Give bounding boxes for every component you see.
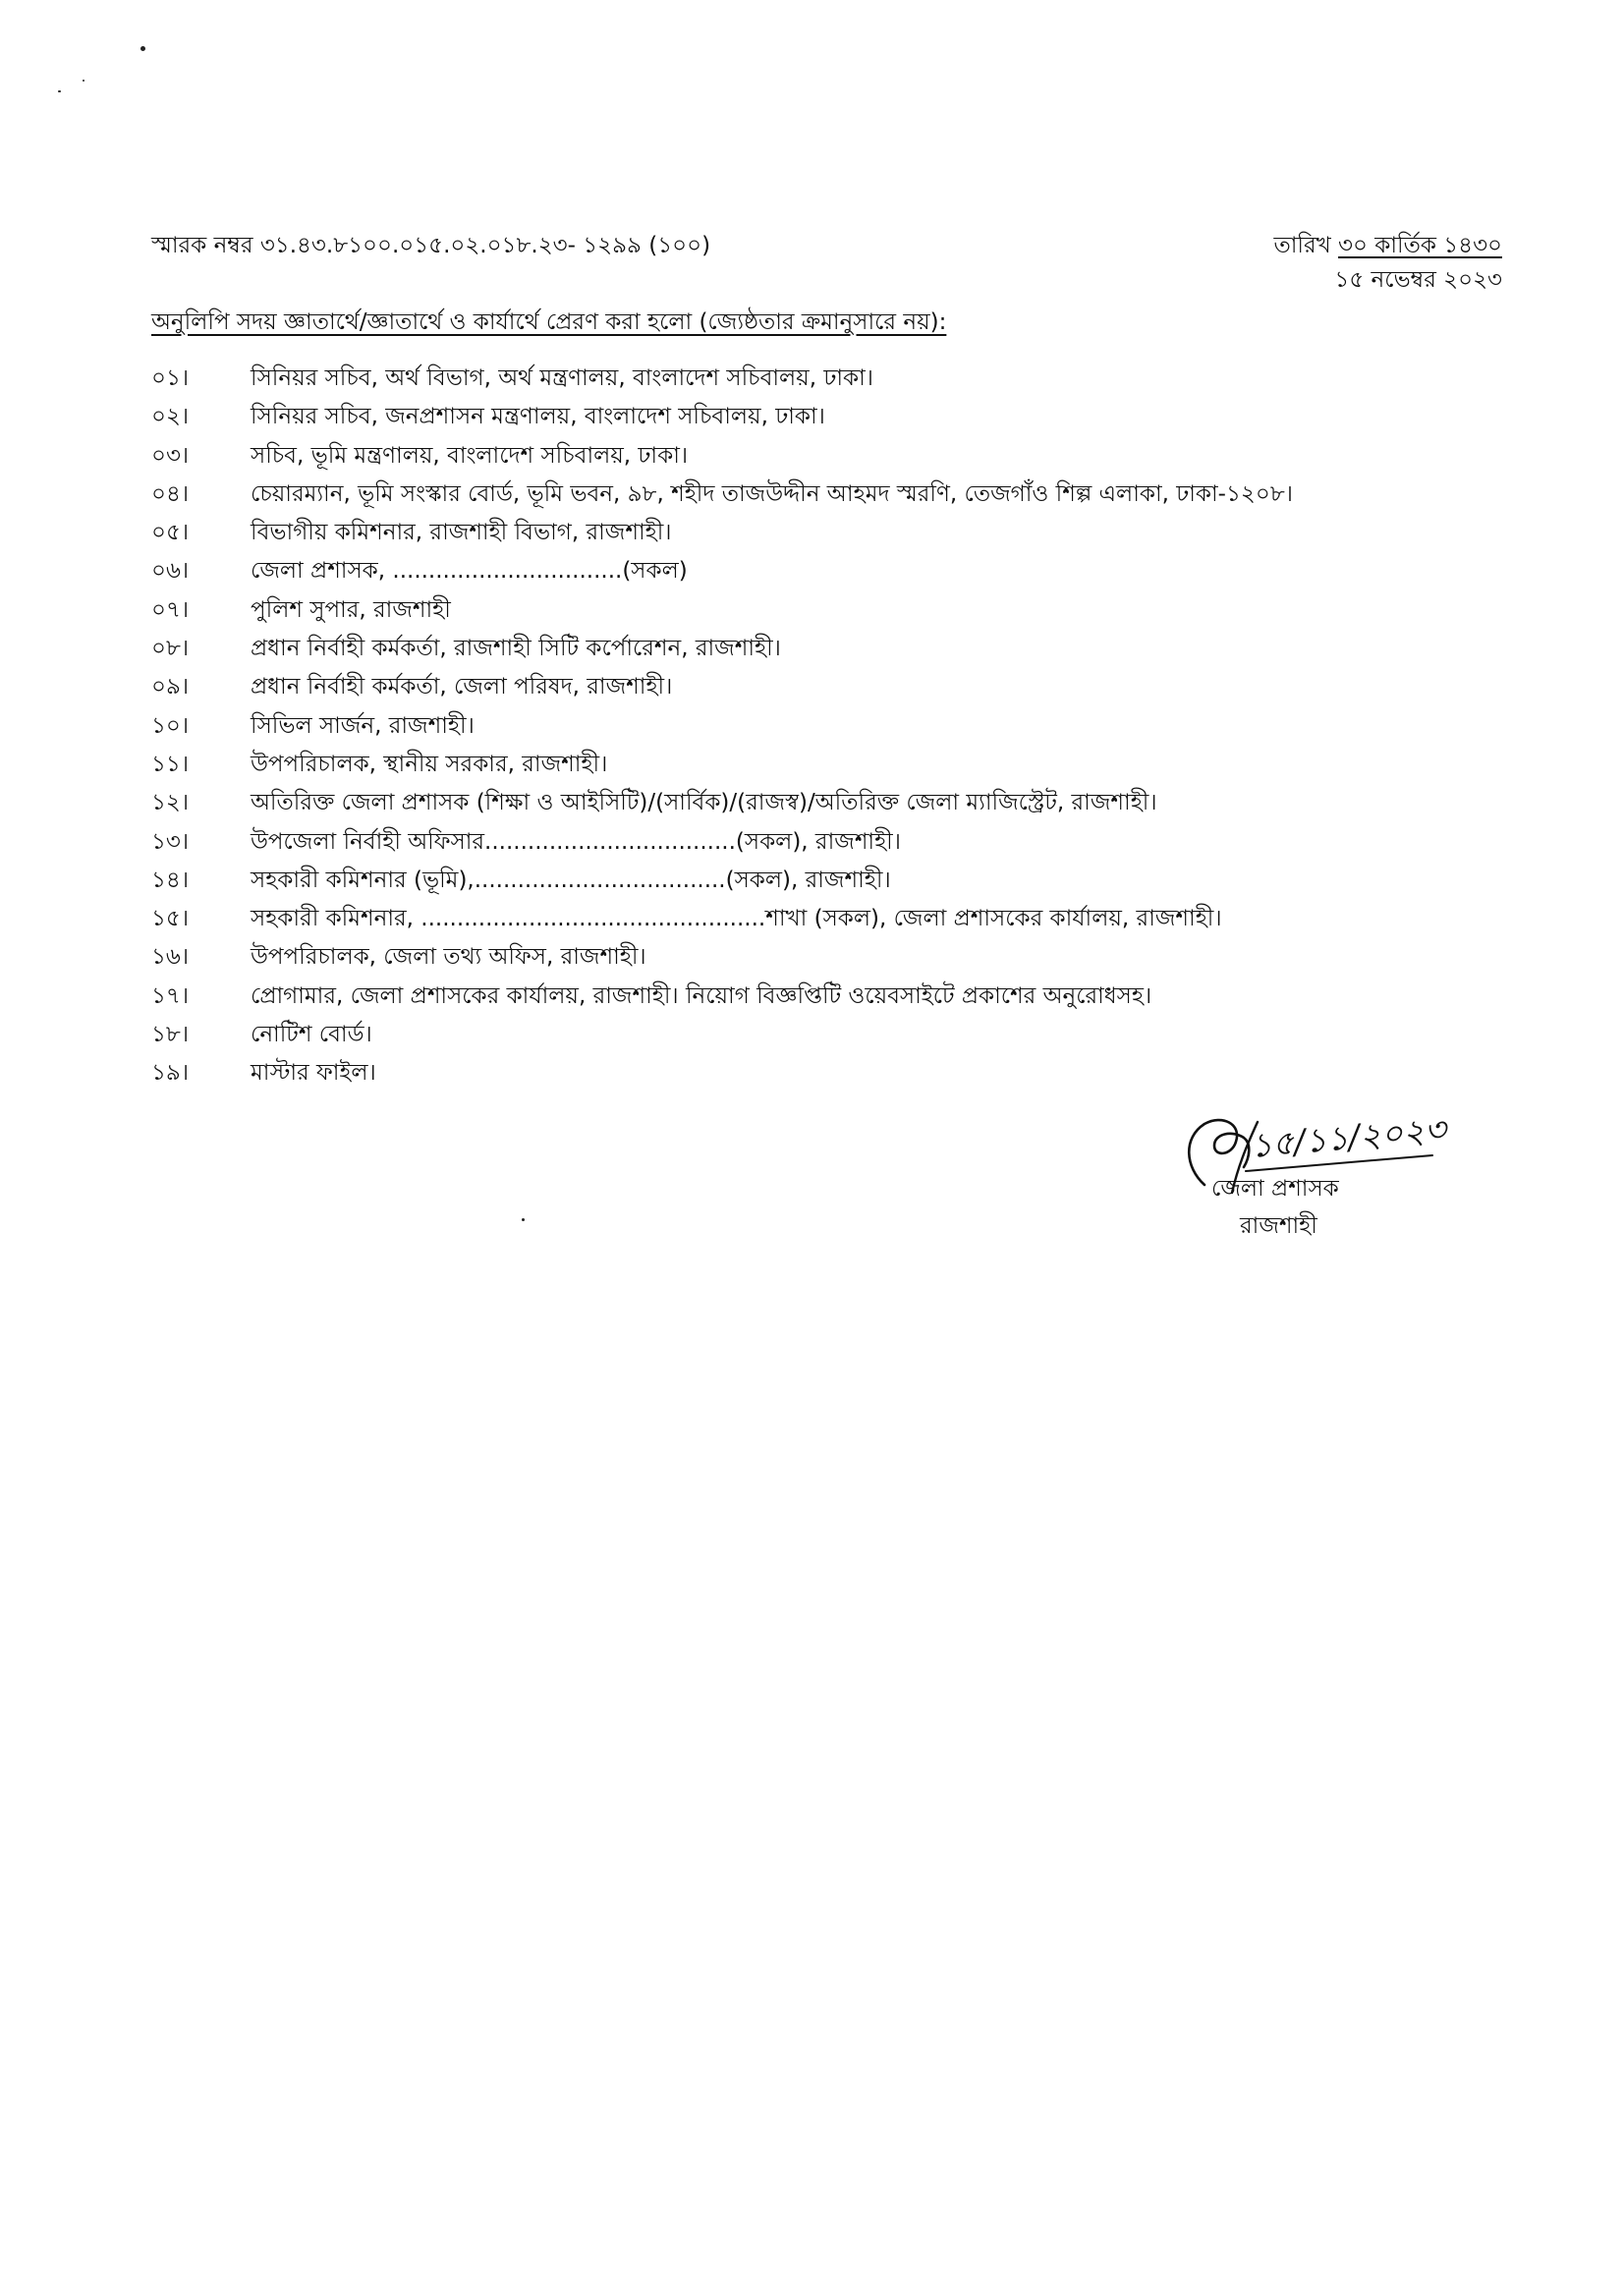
recipient-number: ১৫। <box>151 906 190 932</box>
recipient-text: জেলা প্রশাসক, ................................(সকল) <box>251 558 688 585</box>
recipient-row <box>151 437 1502 476</box>
recipient-number: ০৮। <box>151 636 190 662</box>
recipient-text: উপপরিচালক, জেলা তথ্য অফিস, রাজশাহী। <box>251 944 646 971</box>
recipient-number: ১৬। <box>151 944 190 971</box>
recipient-row <box>151 552 1502 590</box>
recipient-row <box>151 938 1502 977</box>
recipient-text: প্রোগামার, জেলা প্রশাসকের কার্যালয়, রাজশাহী। নিয়োগ বিজ্ঞপ্তিটি ওয়েবসাইটে প্রকাশের অনুরোধসহ। <box>251 982 1152 1009</box>
recipient-text: মাস্টার ফাইল। <box>251 1060 376 1087</box>
copy-heading: অনুলিপি সদয় জ্ঞাতার্থে/জ্ঞাতার্থে ও কার্যার্থে প্রেরণ করা হলো (জ্যেষ্ঠতার ক্রমানুসারে নয়): <box>151 309 947 335</box>
recipient-text: সহকারী কমিশনার, ................................................শাখা (সকল), জেলা প্রশাসকের কার্যালয়, রাজশাহী। <box>251 906 1222 932</box>
scan-speck <box>58 90 61 92</box>
recipient-row <box>151 476 1502 514</box>
recipient-text: সহকারী কমিশনার (ভূমি),...................................(সকল), রাজশাহী। <box>251 867 891 893</box>
recipient-number: ১২। <box>151 790 190 816</box>
scan-speck <box>140 46 145 51</box>
memo-ref-label: স্মারক নম্বর <box>151 233 253 258</box>
signature-office: রাজশাহী <box>1240 1213 1317 1239</box>
signature-designation: জেলা প্রশাসক <box>1211 1176 1339 1202</box>
recipient-row <box>151 978 1502 1016</box>
recipient-number: ০১। <box>151 365 190 391</box>
recipient-text: প্রধান নির্বাহী কর্মকর্তা, রাজশাহী সিটি কর্পোরেশন, রাজশাহী। <box>251 636 781 662</box>
recipient-row <box>151 398 1502 436</box>
recipient-number: ১৪। <box>151 867 190 893</box>
recipient-row <box>151 900 1502 938</box>
memo-date-bangla: ৩০ কার্তিক ১৪৩০ <box>1338 233 1502 258</box>
recipient-text: সিনিয়র সচিব, জনপ্রশাসন মন্ত্রণালয়, বাংলাদেশ সচিবালয়, ঢাকা। <box>251 404 825 430</box>
recipient-number: ০৬। <box>151 558 190 585</box>
recipient-row <box>151 707 1502 746</box>
recipient-text: অতিরিক্ত জেলা প্রশাসক (শিক্ষা ও আইসিটি)/(সার্বিক)/(রাজস্ব)/অতিরিক্ত জেলা ম্যাজিস্ট্রেট, রাজশাহী। <box>251 790 1157 816</box>
recipient-row <box>151 746 1502 784</box>
recipient-number: ০৫। <box>151 520 190 546</box>
recipient-text: চেয়ারম্যান, ভূমি সংস্কার বোর্ড, ভূমি ভবন, ৯৮, শহীদ তাজউদ্দীন আহমদ স্মরণি, তেজগাঁও শিল্প এলাকা, ঢাকা-১২০৮। <box>251 480 1293 507</box>
recipient-text: উপজেলা নির্বাহী অফিসার...................................(সকল), রাজশাহী। <box>251 828 901 855</box>
recipient-number: ০৭। <box>151 596 190 623</box>
memo-date-gregorian: ১৫ নভেম্বর ২০২৩ <box>1334 267 1502 293</box>
memo-ref-number: ৩১.৪৩.৮১০০.০১৫.০২.০১৮.২৩- ১২৯৯ (১০০) <box>259 233 711 258</box>
recipient-row <box>151 862 1502 900</box>
recipient-number: ১৭। <box>151 982 190 1009</box>
memo-reference <box>151 231 710 260</box>
recipient-text: উপপরিচালক, স্থানীয় সরকার, রাজশাহী। <box>251 751 608 777</box>
scan-speck <box>83 80 84 82</box>
recipient-text: সচিব, ভূমি মন্ত্রণালয়, বাংলাদেশ সচিবালয়, ঢাকা। <box>251 442 689 469</box>
recipient-text: সিভিল সার্জন, রাজশাহী। <box>251 712 475 739</box>
recipient-row <box>151 591 1502 630</box>
signature-handwritten-date: ১৫/১১/২০২৩ <box>1249 1109 1448 1166</box>
recipient-text: পুলিশ সুপার, রাজশাহী <box>251 596 451 623</box>
recipient-list <box>151 360 1502 1093</box>
recipient-number: ১০। <box>151 712 190 739</box>
recipient-number: ১৯। <box>151 1060 190 1087</box>
recipient-row <box>151 784 1502 822</box>
recipient-row <box>151 514 1502 552</box>
scan-speck <box>522 1218 525 1221</box>
recipient-row <box>151 823 1502 862</box>
recipient-row <box>151 1016 1502 1054</box>
recipient-row <box>151 668 1502 706</box>
recipient-text: বিভাগীয় কমিশনার, রাজশাহী বিভাগ, রাজশাহী। <box>251 520 672 546</box>
recipient-text: সিনিয়র সচিব, অর্থ বিভাগ, অর্থ মন্ত্রণালয়, বাংলাদেশ সচিবালয়, ঢাকা। <box>251 365 874 391</box>
recipient-number: ০৯। <box>151 674 190 700</box>
recipient-number: ০২। <box>151 404 190 430</box>
recipient-text: প্রধান নির্বাহী কর্মকর্তা, জেলা পরিষদ, রাজশাহী। <box>251 674 673 700</box>
memo-date-label: তারিখ <box>1273 233 1331 258</box>
recipient-row <box>151 1054 1502 1092</box>
recipient-text: নোটিশ বোর্ড। <box>251 1022 372 1048</box>
memo-date <box>1273 231 1502 260</box>
recipient-number: ০৪। <box>151 480 190 507</box>
recipient-number: ১৩। <box>151 828 190 855</box>
recipient-row <box>151 360 1502 398</box>
recipient-number: ১১। <box>151 751 190 777</box>
recipient-row <box>151 630 1502 668</box>
recipient-number: ১৮। <box>151 1022 190 1048</box>
recipient-number: ০৩। <box>151 442 190 469</box>
